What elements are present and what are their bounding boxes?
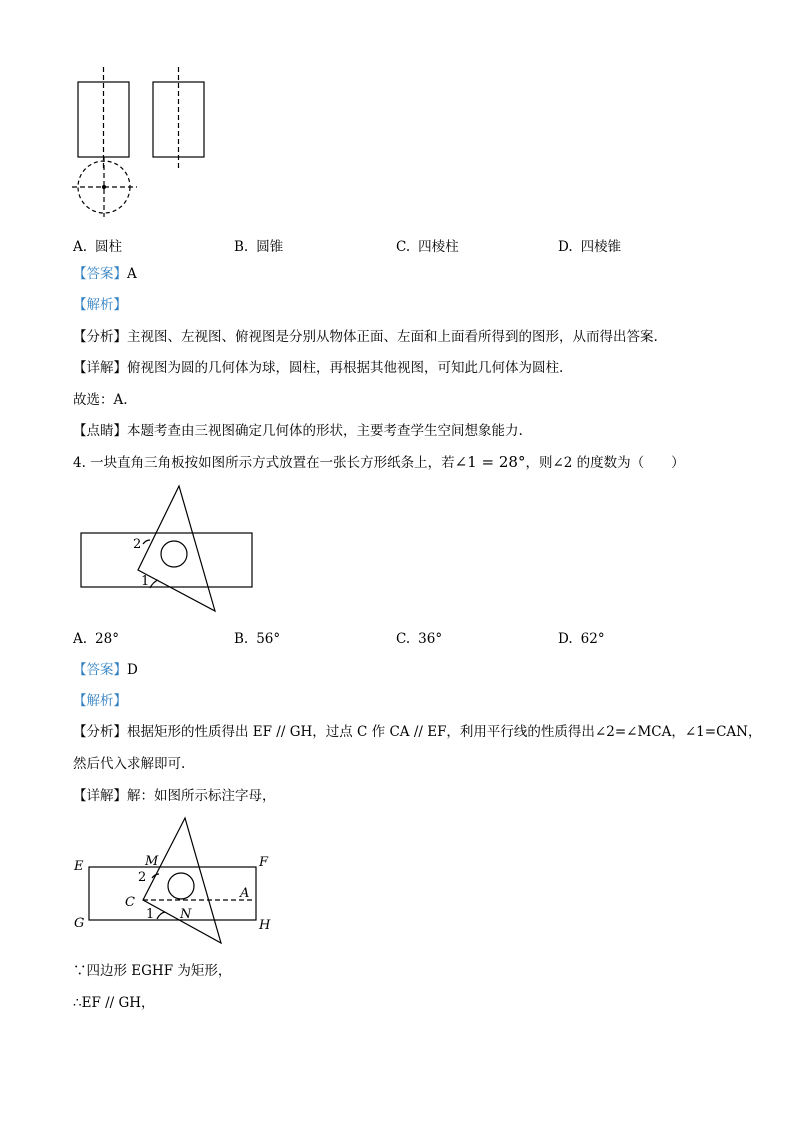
triangle-ruler-2: [143, 818, 221, 943]
label-e: E: [74, 859, 84, 874]
q4-xiangjie: 【详解】解：如图所示标注字母，: [73, 788, 276, 804]
label-f: F: [259, 855, 269, 870]
q4-option-a: A. 28°: [73, 631, 119, 647]
angle1-arc-2: [157, 912, 165, 919]
triangle-hole-2: [168, 873, 194, 899]
q4-option-b: B. 56°: [234, 631, 281, 647]
angle2-label: 2: [133, 537, 142, 552]
label-m: M: [145, 854, 159, 869]
q3-xiangjie: 【详解】俯视图为圆的几何体为球，圆柱，再根据其他视图，可知此几何体为圆柱.: [73, 360, 564, 376]
q4-option-d: D. 62°: [558, 631, 605, 647]
label-n: N: [180, 907, 192, 922]
q3-jiexi: 【解析】: [73, 297, 127, 313]
q4-fenxi-line2: 然后代入求解即可.: [73, 756, 186, 772]
q3-guxuan: 故选：A.: [73, 392, 128, 408]
angle1-label-2: 1: [146, 907, 155, 922]
q3-fenxi: 【分析】主视图、左视图、俯视图是分别从物体正面、左面和上面看所得到的图形，从而得出答案.: [73, 329, 658, 345]
q4-option-c: C. 36°: [396, 631, 443, 647]
q4-fenxi-line1: 【分析】根据矩形的性质得出 EF // GH，过点 C 作 CA // EF，利用平行线的性质得出∠2=∠MCA，∠1=CAN，: [73, 724, 762, 740]
q3-option-b: B. 圆锥: [234, 239, 284, 255]
q3-option-a: A. 圆柱: [73, 239, 123, 255]
label-g: G: [74, 916, 85, 931]
answer-tag: 【答案】: [73, 266, 127, 282]
label-a: A: [240, 886, 250, 901]
answer-tag: 【答案】: [73, 662, 127, 678]
q4-formula: ∠1 = 28°: [454, 453, 526, 471]
q3-answer: 【答案】A: [73, 266, 137, 282]
rectangle-egfh: [89, 867, 256, 920]
angle2-label-2: 2: [138, 870, 147, 885]
q3-dianjing: 【点睛】本题考查由三视图确定几何体的形状，主要考查学生空间想象能力.: [73, 423, 523, 439]
q4-step2: ∴EF // GH，: [73, 995, 155, 1011]
q4-answer: 【答案】D: [73, 662, 138, 678]
q4-stem: 4. 一块直角三角板按如图所示方式放置在一张长方形纸条上，若∠1 = 28°，则∠2 的度数为（ ）: [73, 453, 685, 471]
q4-jiexi: 【解析】: [73, 693, 127, 709]
label-c: C: [125, 895, 135, 910]
angle1-label: 1: [141, 574, 150, 589]
q3-option-c: C. 四棱柱: [396, 239, 459, 255]
label-h: H: [259, 918, 271, 933]
q3-option-d: D. 四棱锥: [558, 239, 622, 255]
q4-step1: ∵四边形 EGHF 为矩形，: [73, 963, 232, 979]
